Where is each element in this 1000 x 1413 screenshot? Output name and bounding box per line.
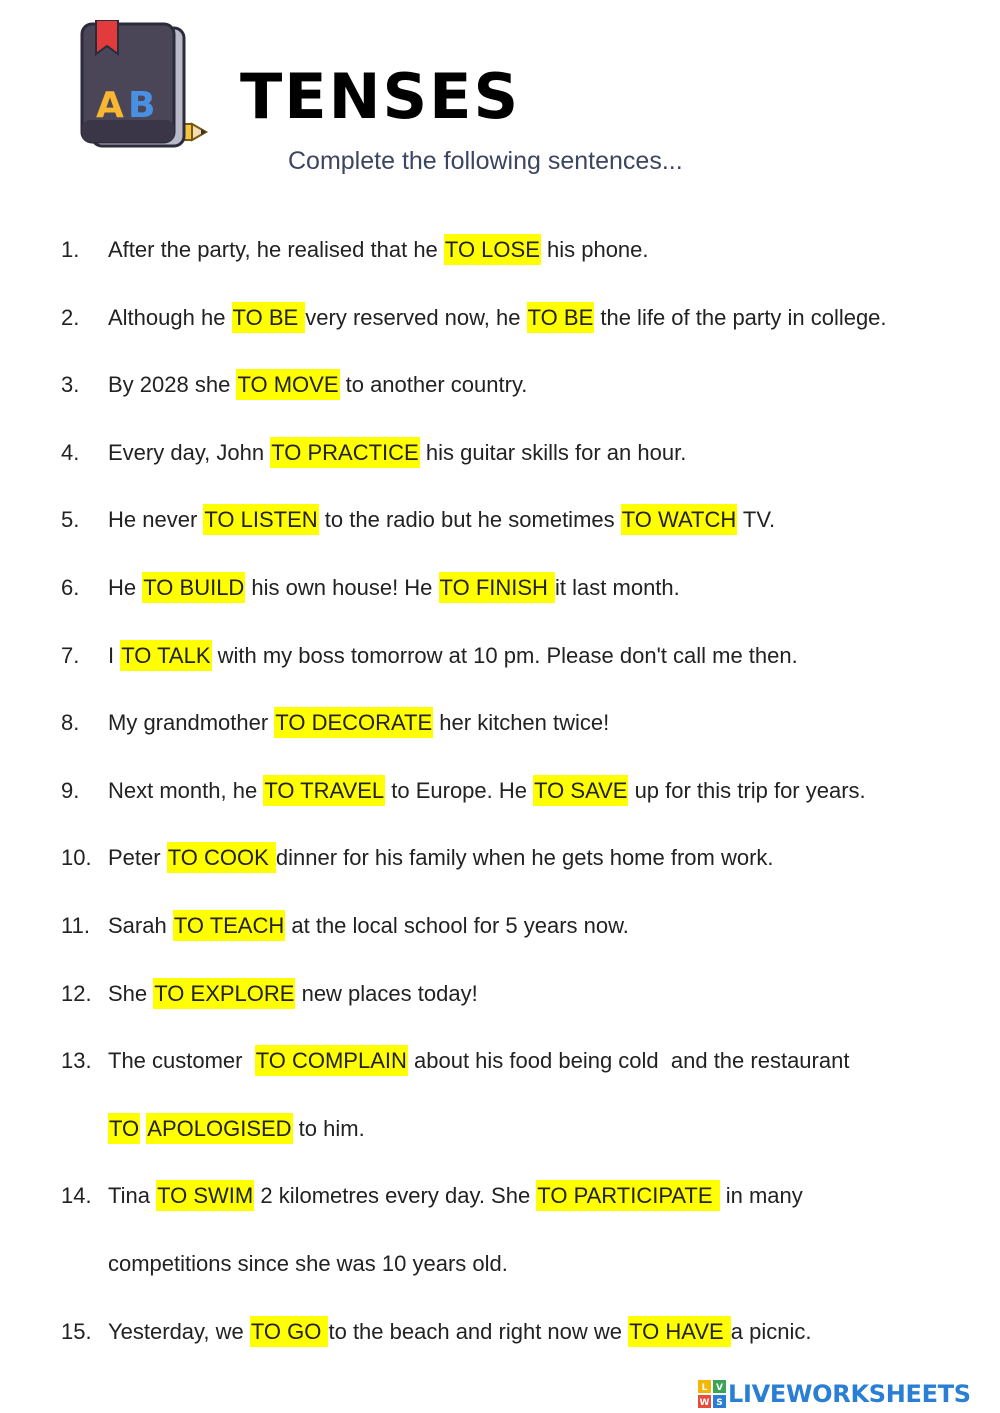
sentence-item [0,1043,1000,1178]
sentence-line [108,773,866,809]
sentence-text: Sarah [108,912,173,938]
sentence-text: new places today! [295,980,478,1006]
logo-text: LIVEWORKSHEETS [728,1380,971,1408]
sentence-text: up for this trip for years. [628,777,866,803]
sentence-text: She [108,980,154,1006]
sentence-text: his own house! He [245,574,439,600]
sentence-item [0,367,1000,435]
sentence-text: He [108,574,143,600]
item-number: 9. [61,777,80,803]
sentence-text: his guitar skills for an hour. [419,439,687,465]
sentence-text: to another country. [339,372,528,398]
sentence-item [0,908,1000,976]
sentence-text: The customer [108,1048,255,1074]
sentence-item [0,705,1000,773]
verb-blank[interactable]: TO SAVE [533,775,628,806]
sentence-text: to Europe. He [385,777,534,803]
sentence-line [108,976,478,1012]
page-title: TENSES [240,60,521,133]
sentence-text: her kitchen twice! [433,710,610,736]
verb-blank[interactable]: TO SWIM [156,1180,254,1211]
verb-blank[interactable]: TO TEACH [173,910,285,941]
verb-blank[interactable]: TO LOSE [444,234,541,265]
item-number: 7. [61,642,80,668]
sentence-item [0,1314,1000,1382]
verb-blank[interactable]: TO COOK [167,842,276,873]
sentence-item [0,1178,1000,1313]
verb-blank[interactable]: TO TALK [120,640,211,671]
svg-text:S: S [716,1398,723,1408]
sentence-text: it last month. [555,574,680,600]
sentence-item [0,435,1000,503]
sentence-text: Peter [108,845,167,871]
sentence-text: in many [719,1183,803,1209]
item-number: 10. [61,845,92,871]
sentence-line [108,435,686,471]
sentence-item [0,232,1000,300]
sentence-text: My grandmother [108,710,275,736]
sentence-text: about his food being cold and the restaurant [407,1048,850,1074]
sentence-text: By 2028 she [108,372,237,398]
verb-blank[interactable]: APOLOGISED [146,1113,292,1144]
item-number: 8. [61,710,80,736]
sentence-text: I [108,642,121,668]
sentence-item [0,300,1000,368]
sentence-text: Every day, John [108,439,271,465]
sentence-line [108,840,774,876]
verb-blank[interactable]: TO MOVE [236,369,339,400]
sentence-text: After the party, he realised that he [108,237,444,262]
sentence-line [108,570,680,606]
sentence-text: a picnic. [730,1318,812,1344]
sentence-item [0,638,1000,706]
svg-text:V: V [716,1383,723,1393]
item-number: 5. [61,507,80,533]
sentence-text: Next month, he [108,777,264,803]
book-icon [74,20,214,155]
svg-text:L: L [701,1383,708,1393]
verb-blank[interactable]: TO WATCH [621,504,737,535]
verb-blank[interactable]: TO DECORATE [274,707,433,738]
item-number: 3. [61,372,80,398]
sentence-text: at the local school for 5 years now. [285,912,629,938]
icon-letter-a: A [96,85,124,126]
sentence-line [108,1111,365,1147]
sentence-line [108,1178,803,1214]
svg-text:W: W [699,1398,710,1408]
item-number: 12. [61,980,92,1006]
icon-letter-b: B [128,85,156,126]
item-number: 15. [61,1318,92,1344]
sentence-text: very reserved now, he [305,304,527,330]
sentence-item [0,502,1000,570]
sentence-item [0,840,1000,908]
item-number: 14. [61,1183,92,1209]
sentence-text: to the radio but he sometimes [318,507,621,533]
sentence-text: TV. [737,507,776,533]
verb-blank[interactable]: TO PARTICIPATE [536,1180,719,1211]
sentence-text: Tina [108,1183,157,1209]
verb-blank[interactable]: TO EXPLORE [153,978,295,1009]
sentence-text: Although he [108,304,232,330]
sentence-line [108,908,629,944]
item-number: 4. [61,439,80,465]
sentence-text: He never [108,507,204,533]
sentence-text: his phone. [540,237,649,262]
sentence-line [108,1246,508,1282]
sentence-text: competitions since she was 10 years old. [108,1250,508,1276]
verb-blank[interactable]: TO BUILD [142,572,245,603]
sentence-text: the life of the party in college. [594,304,887,330]
verb-blank[interactable]: TO BE [527,302,595,333]
item-number: 11. [61,912,90,938]
page-subtitle: Complete the following sentences... [288,147,683,175]
item-number: 2. [61,304,80,330]
liveworksheets-logo[interactable] [698,1376,971,1412]
item-number: 6. [61,574,80,600]
verb-blank[interactable]: TO PRACTICE [270,437,420,468]
sentence-text: 2 kilometres every day. She [254,1183,537,1209]
sentence-text: to the beach and right now we [328,1318,629,1344]
sentence-line [108,502,775,538]
verb-blank[interactable]: TO TRAVEL [263,775,385,806]
verb-blank[interactable]: TO LISTEN [203,504,318,535]
sentence-line [108,1043,849,1079]
logo-mark-icon [698,1380,726,1408]
sentence-line [108,638,798,674]
sentence-line [108,300,887,336]
verb-blank[interactable]: TO COMPLAIN [255,1045,408,1076]
sentence-text: Yesterday, we [108,1318,250,1344]
verb-blank[interactable]: TO [108,1113,140,1144]
sentence-item [0,773,1000,841]
sentence-item [0,570,1000,638]
verb-blank[interactable]: TO BE [232,302,306,333]
sentence-line [108,1314,812,1350]
item-number: 13. [61,1048,92,1074]
sentence-line [108,232,649,268]
sentence-list [0,232,1000,1381]
item-number: 1. [61,237,80,262]
verb-blank[interactable]: TO GO [250,1316,329,1347]
verb-blank[interactable]: TO FINISH [439,572,556,603]
sentence-text: to him. [292,1115,365,1141]
verb-blank[interactable]: TO HAVE [628,1316,731,1347]
sentence-item [0,976,1000,1044]
sentence-line [108,367,527,403]
sentence-line [108,705,609,741]
sentence-text: dinner for his family when he gets home from work. [275,845,774,871]
sentence-text: with my boss tomorrow at 10 pm. Please don't call me then. [211,642,798,668]
